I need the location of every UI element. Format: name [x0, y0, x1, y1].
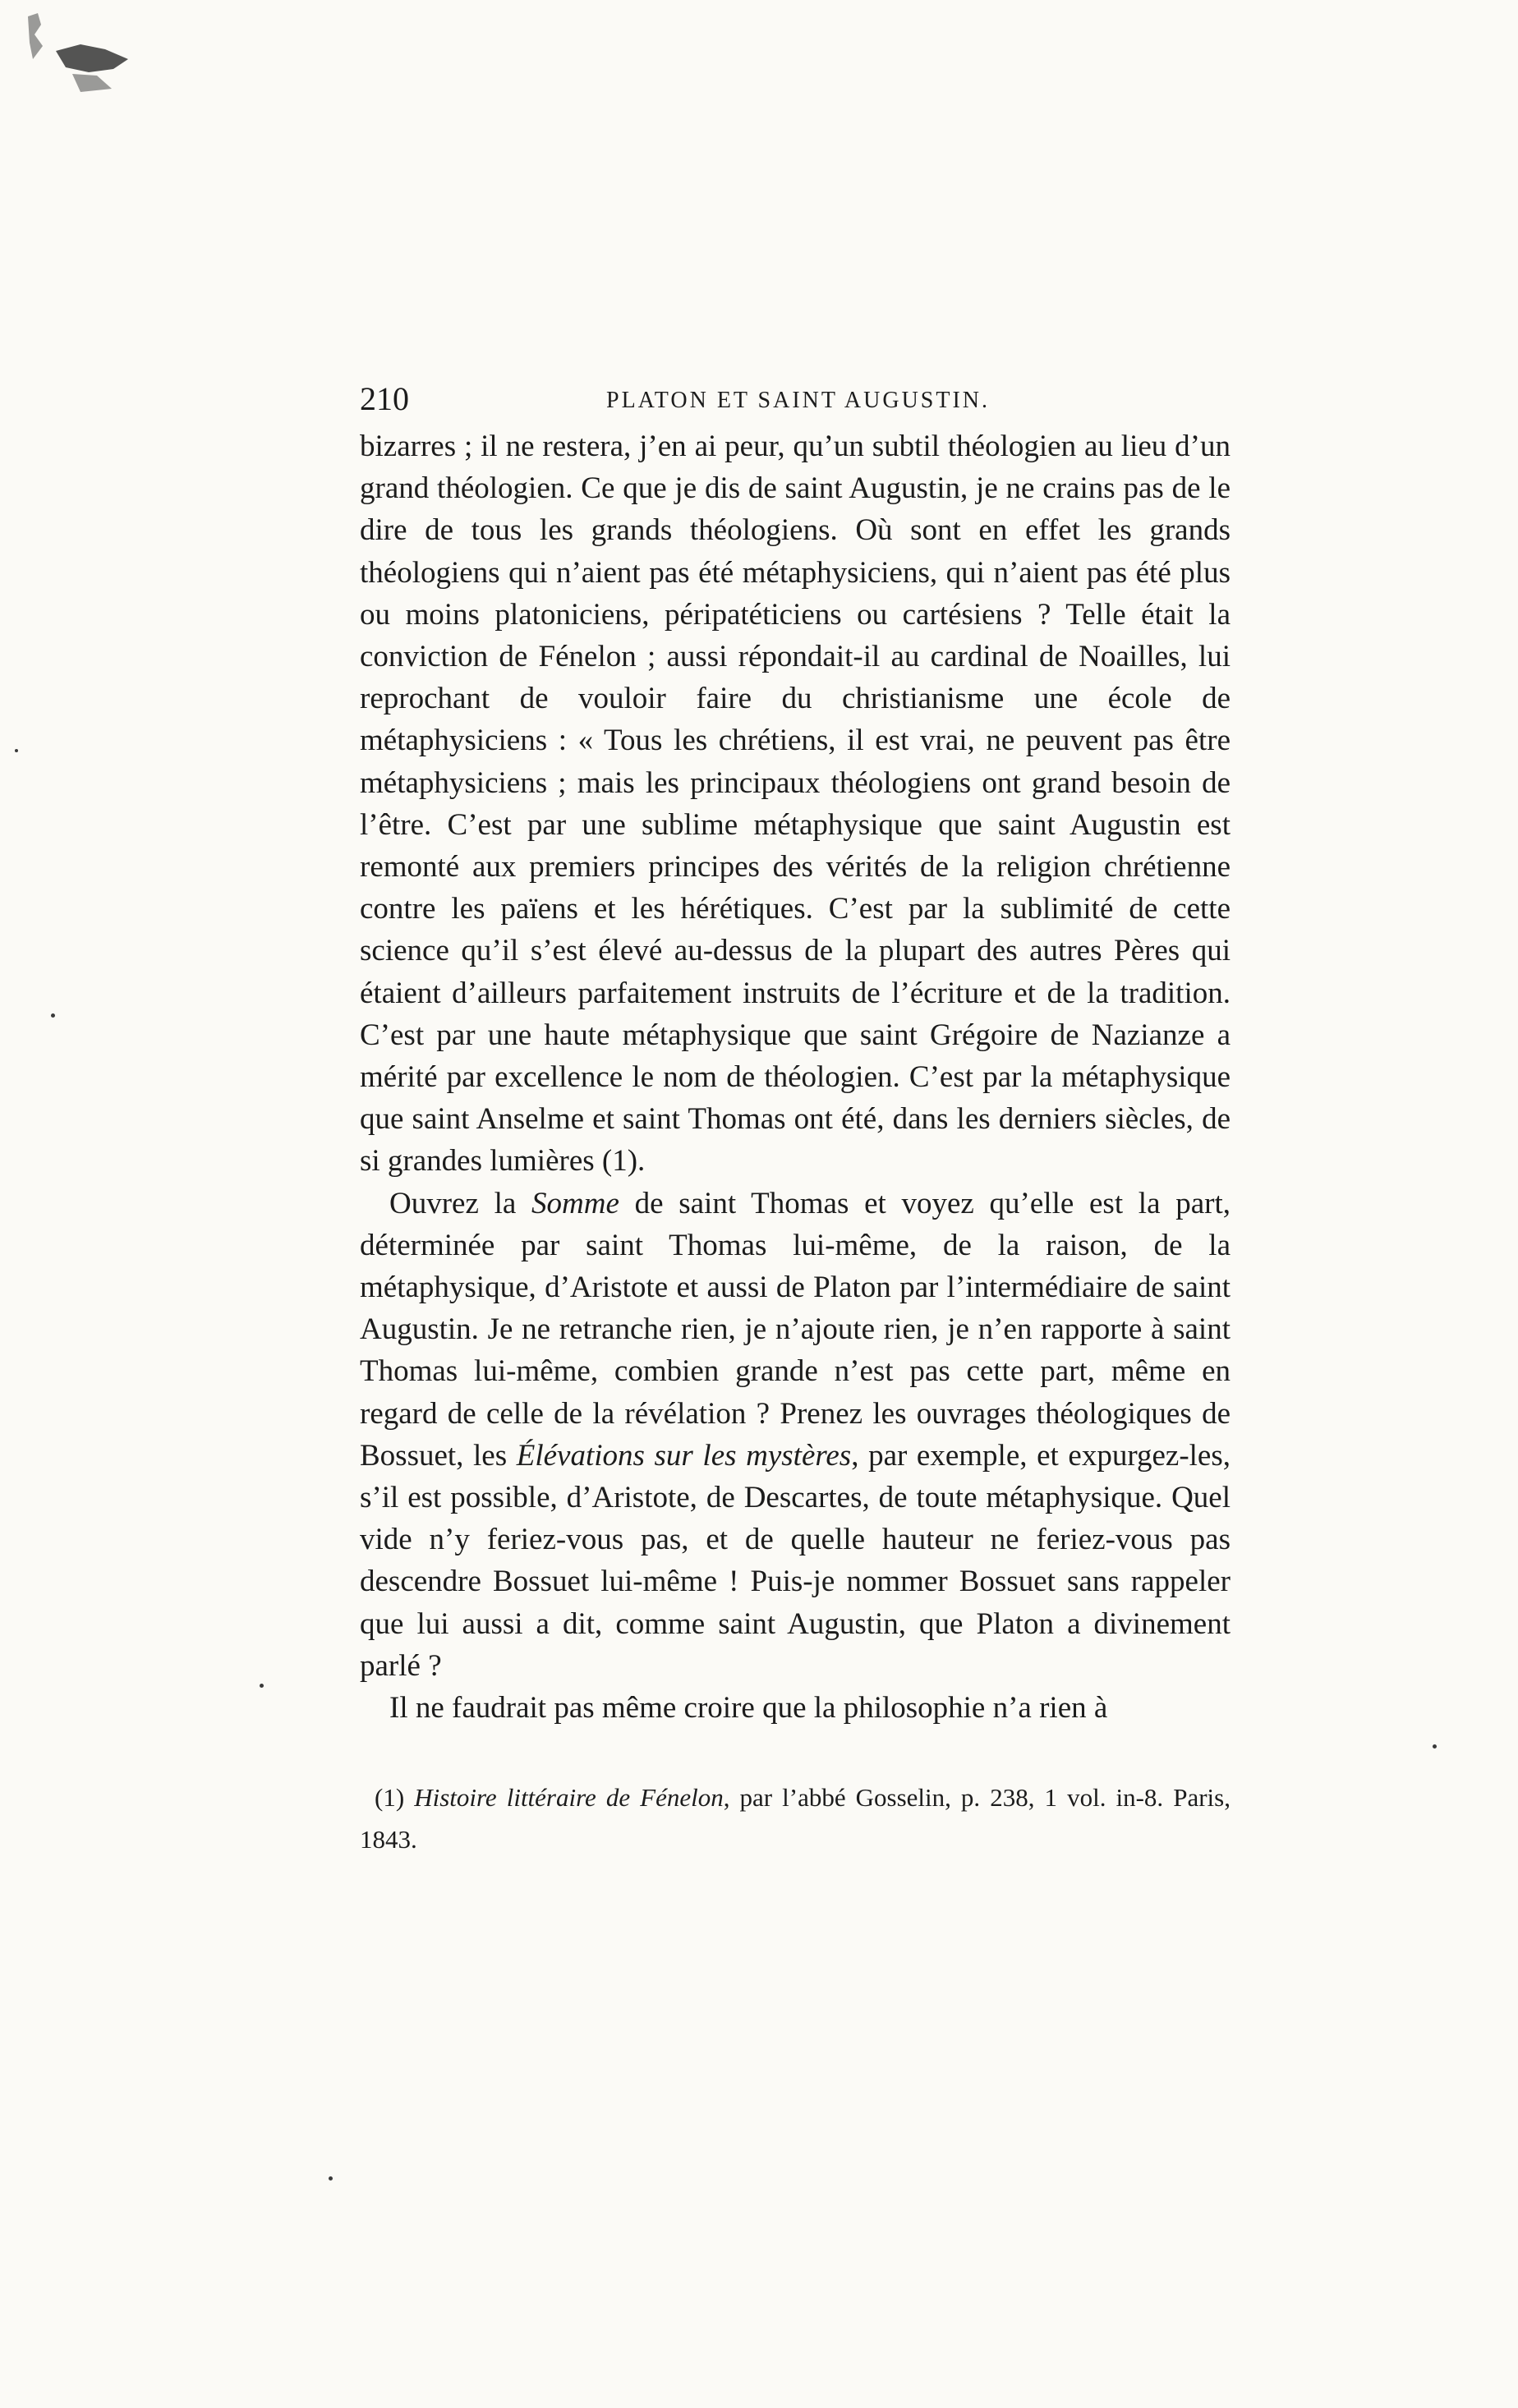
- page-speck: [260, 1684, 264, 1688]
- footnote-marker: (1): [375, 1783, 415, 1813]
- paragraph: bizarres ; il ne restera, j’en ai peur, qu’un subtil théologien au lieu d’un grand théologien. Ce que je dis de saint Augustin, je ne crains pas de le dire de tous les grands théologiens. Où sont en effet les grands théologiens qui n’aient pas été métaphysiciens, qui n’aient pas été plus ou moins platoniciens, péripatéticiens ou cartésiens ? Telle était la conviction de Fénelon ; aussi répondait-il au cardinal de Noailles, lui reprochant de vouloir faire du christianisme une école de métaphysiciens : « Tous les chrétiens, il est vrai, ne peuvent pas être métaphysiciens ; mais les principaux théologiens ont grand besoin de l’être. C’est par une sublime métaphysique que saint Augustin est remonté aux premiers principes des vérités de la religion chrétienne contre les païens et les hérétiques. C’est par la sublimité de cette science qu’il s’est élevé au-dessus de la plupart des autres Pères qui étaient d’ailleurs parfaitement instruits de l’écriture et de la tradition. C’est par une haute métaphysique que saint Grégoire de Nazianze a mérité par excellence le nom de théologien. C’est par la métaphysique que saint Anselme et saint Thomas ont été, dans les derniers siècles, de si grandes lumières (1).: [360, 430, 1230, 1179]
- page-speck: [51, 1013, 55, 1018]
- italic-title: Élévations sur les mystères: [516, 1438, 852, 1473]
- paragraph: Ouvrez la Somme de saint Thomas et voyez qu’elle est la part, déterminée par saint Thomas lui-même, de la raison, de la métaphysique, d’Aristote et aussi de Platon par l’intermédiaire de saint Augustin. Je ne retranche rien, je n’ajoute rien, je n’en rapporte à saint Thomas lui-même, combien grande n’est pas cette part, même en regard de celle de la révélation ? Prenez les ouvrages théologiques de Bossuet, les Élévations sur les mystères, par exemple, et expurgez-les, s’il est possible, d’Aristote, de Descartes, de toute métaphysique. Quel vide n’y feriez-vous pas, et de quelle hauteur ne feriez-vous pas descendre Bossuet lui-même ! Puis-je nommer Bossuet sans rappeler que lui aussi a dit, comme saint Augustin, que Platon a divinement parlé ?: [360, 1186, 1230, 1683]
- paragraph: Il ne faudrait pas même croire que la philosophie n’a rien à: [389, 1691, 1108, 1726]
- page-speck: [15, 749, 18, 752]
- page-speck: [1433, 1744, 1437, 1749]
- footnote: (1) Histoire littéraire de Fénelon, par l’abbé Gosselin, p. 238, 1 vol. in-8. Paris, 1843.: [360, 1783, 1230, 1854]
- page-number: 210: [360, 380, 409, 417]
- book-page: [360, 376, 1230, 1860]
- running-title: PLATON ET SAINT AUGUSTIN.: [606, 388, 991, 413]
- page-corner-blemish: [23, 10, 138, 100]
- running-head: [360, 376, 1230, 422]
- footnotes: [360, 1776, 1230, 1860]
- footnote-title: Histoire littéraire de Fénelon: [414, 1783, 724, 1813]
- page-speck: [329, 2176, 333, 2181]
- italic-title: Somme: [531, 1186, 619, 1220]
- body-text: [360, 425, 1230, 1729]
